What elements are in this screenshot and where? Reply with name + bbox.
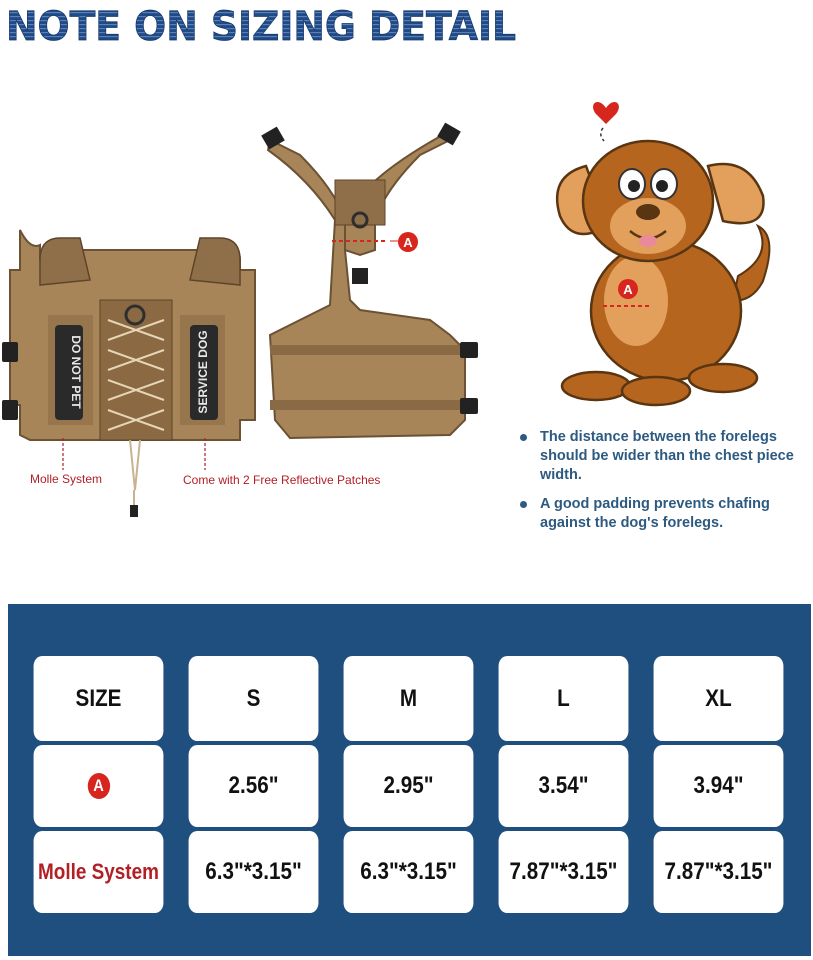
caption-molle-system: Molle System [30, 472, 103, 486]
bullet-icon [520, 434, 527, 441]
sizing-notes [518, 428, 808, 543]
note-item [518, 428, 808, 485]
table-cell: 6.3"*3.15" [344, 831, 474, 913]
bullet-icon [520, 501, 527, 508]
table-header-m: M [344, 656, 474, 741]
table-cell: 7.87"*3.15" [654, 831, 784, 913]
table-cell: 2.95" [344, 745, 474, 827]
patch-do-not-pet: DO NOT PET [69, 335, 83, 409]
table-header-xl: XL [654, 656, 784, 741]
table-cell: 3.54" [499, 745, 629, 827]
marker-a-table: A [87, 773, 109, 799]
size-table [8, 604, 811, 956]
dog-illustration [548, 86, 788, 416]
table-header-s: S [189, 656, 319, 741]
note-text: A good padding prevents chafing against the dog's forelegs. [540, 496, 770, 531]
table-cell: 3.94" [654, 745, 784, 827]
table-cell: 2.56" [189, 745, 319, 827]
note-item [518, 495, 808, 533]
table-cell: 7.87"*3.15" [499, 831, 629, 913]
page-title [6, 2, 526, 48]
table-row-label-a [34, 745, 164, 827]
table-header-l: L [499, 656, 629, 741]
marker-a-harness-label: A [403, 235, 413, 250]
patch-service-dog: SERVICE DOG [196, 330, 210, 414]
caption-reflective-patches: Come with 2 Free Reflective Patches [183, 473, 381, 487]
table-cell: 6.3"*3.15" [189, 831, 319, 913]
cartoon-dog-image [548, 86, 788, 416]
page-title-text: NOTE ON SIZING DETAIL [6, 4, 516, 48]
marker-a-dog-label: A [623, 282, 633, 297]
table-header-size: SIZE [34, 656, 164, 741]
note-text: The distance between the forelegs should be wider than the chest piece width. [540, 429, 794, 483]
harness-illustration [0, 120, 500, 540]
table-row-label-molle: Molle System [34, 831, 164, 913]
